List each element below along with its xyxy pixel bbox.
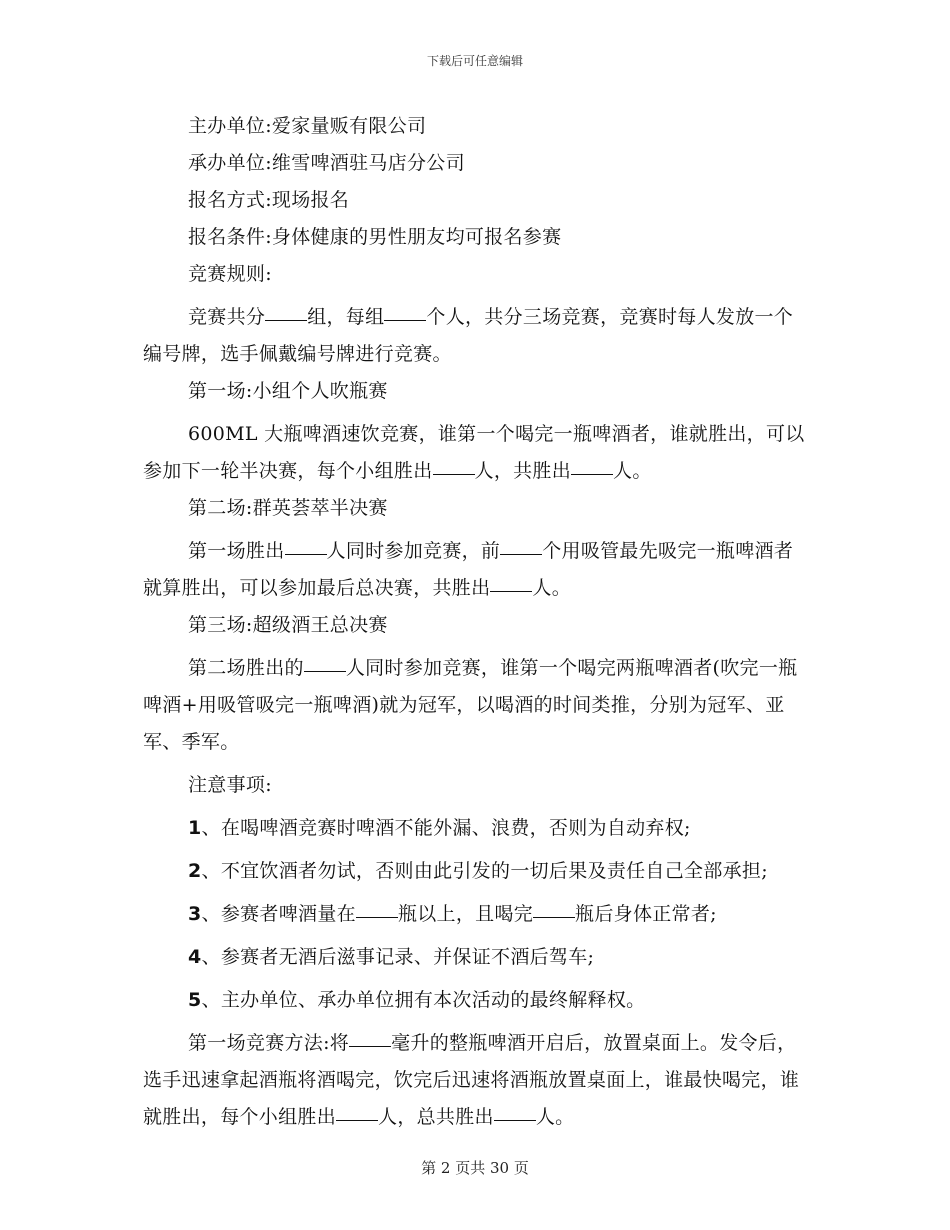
note-number: 2 xyxy=(188,860,202,882)
note-item-4 xyxy=(143,939,808,976)
rules-paragraph xyxy=(143,299,808,373)
fill-blank xyxy=(304,670,346,672)
rules-heading: 竞赛规则: xyxy=(188,263,272,285)
fill-blank xyxy=(571,473,613,475)
fill-blank xyxy=(494,1119,536,1121)
fill-blank xyxy=(490,590,532,592)
note-number: 3 xyxy=(188,903,202,925)
round2-paragraph xyxy=(143,533,808,607)
note-item-3 xyxy=(143,896,808,933)
fill-blank xyxy=(433,473,475,475)
note-text: 、参赛者无酒后滋事记录、并保证不酒后驾车; xyxy=(201,946,595,968)
round2-heading: 第二场:群英荟萃半决赛 xyxy=(188,497,388,519)
note3-text-c: 瓶后身体正常者; xyxy=(575,903,717,925)
note-number: 1 xyxy=(188,817,202,839)
round1-text-c: 人。 xyxy=(613,460,652,482)
rules-text-b: 组，每组 xyxy=(307,306,385,328)
signup-method-line: 报名方式:现场报名 xyxy=(188,189,350,211)
note-number: 5 xyxy=(188,989,202,1011)
round2-text-b: 人同时参加竞赛，前 xyxy=(326,540,501,562)
note-item-5 xyxy=(143,982,808,1019)
note-number: 4 xyxy=(188,946,202,968)
method-text-b: 毫升的整瓶啤酒开启后，放置桌面上。发令后，选手迅速拿起酒瓶将酒喝完，饮完后迅速将酒瓶放置桌面上，谁最快喝完，谁就胜出，每个小组胜出 xyxy=(143,1032,800,1128)
note-item-2 xyxy=(143,853,808,890)
note-text: 、不宜饮酒者勿试，否则由此引发的一切后果及责任自己全部承担; xyxy=(201,860,768,882)
note3-text-b: 瓶以上，且喝完 xyxy=(397,903,534,925)
page-header: 下载后可任意编辑 xyxy=(426,54,523,68)
fill-blank xyxy=(349,1045,391,1047)
fill-blank xyxy=(500,553,542,555)
round1-text-b: 人，共胜出 xyxy=(474,460,572,482)
round3-heading: 第三场:超级酒王总决赛 xyxy=(188,614,388,636)
organizer-line: 主办单位:爱家量贩有限公司 xyxy=(188,115,427,137)
note-item-1 xyxy=(143,810,808,847)
fill-blank xyxy=(384,319,426,321)
round2-text-c: 个用吸管最先吸完一瓶啤酒者就算胜出，可以参加最后总决赛，共胜出 xyxy=(143,540,794,599)
rules-text-a: 竞赛共分 xyxy=(188,306,266,328)
fill-blank xyxy=(285,553,327,555)
fill-blank xyxy=(356,916,398,918)
round2-text-a: 第一场胜出 xyxy=(188,540,285,562)
method-text-a: 第一场竞赛方法:将 xyxy=(188,1032,350,1054)
round1-heading: 第一场:小组个人吹瓶赛 xyxy=(188,380,388,402)
notes-heading: 注意事项: xyxy=(188,774,272,796)
round1-text-a: 600ML 大瓶啤酒速饮竞赛，谁第一个喝完一瓶啤酒者，谁就胜出，可以参加下一轮半决赛，每个小组胜出 xyxy=(143,423,805,482)
fill-blank xyxy=(336,1119,378,1121)
round3-text-a: 第二场胜出的 xyxy=(188,657,304,679)
fill-blank xyxy=(533,916,575,918)
method-text-c: 人，总共胜出 xyxy=(378,1106,494,1128)
method-text-d: 人。 xyxy=(535,1106,575,1128)
page-footer: 第 2 页共 30 页 xyxy=(421,1159,529,1177)
note3-text-a: 、参赛者啤酒量在 xyxy=(201,903,356,925)
note-text: 、主办单位、承办单位拥有本次活动的最终解释权。 xyxy=(201,989,646,1011)
round3-paragraph xyxy=(143,650,808,761)
round1-paragraph xyxy=(143,416,808,490)
co-organizer-line: 承办单位:维雪啤酒驻马店分公司 xyxy=(188,152,465,174)
round3-text-b: 人同时参加竞赛，谁第一个喝完两瓶啤酒者(吹完一瓶啤酒+用吸管吸完一瓶啤酒)就为冠军，以喝酒的时间类推，分别为冠军、亚军、季军。 xyxy=(143,657,798,753)
rules-text-c: 个人，共分三场竞赛，竞赛时每人发放一个编号牌，选手佩戴编号牌进行竞赛。 xyxy=(143,306,794,365)
note-text: 、在喝啤酒竞赛时啤酒不能外漏、浪费，否则为自动弃权; xyxy=(201,817,691,839)
method-paragraph xyxy=(143,1025,808,1136)
document-body xyxy=(143,108,808,1136)
fill-blank xyxy=(265,319,307,321)
signup-conditions-line: 报名条件:身体健康的男性朋友均可报名参赛 xyxy=(188,226,562,248)
round2-text-d: 人。 xyxy=(532,577,572,599)
